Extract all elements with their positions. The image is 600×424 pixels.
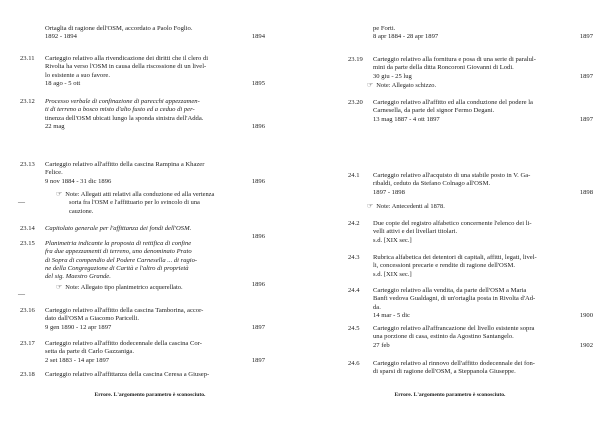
dash-mark-icon: — [18, 290, 25, 298]
description-line: ti di terreno a bosco misto d'alto fusto ed a ceduo di per- [45, 106, 195, 114]
entry-date-line [45, 178, 265, 186]
description-line: Carteggio relativo alla fornitura e posa di una serie di paralul- [373, 56, 536, 63]
entry-number: 24.1 [348, 172, 360, 179]
entry-description [373, 99, 593, 124]
entry-date: 30 giu - 25 lug [373, 72, 412, 80]
entry-year: 1896 [251, 177, 265, 185]
entry-date: 13 mag 1887 - 4 ott 1897 [373, 115, 440, 123]
entry-date: 14 mar - 5 dic [373, 311, 410, 319]
entry-description [373, 220, 593, 245]
entry-description [373, 254, 593, 279]
entry-number: 23.12 [20, 98, 35, 105]
entry-date-line [373, 116, 593, 124]
description-line: ne della Congregazione di Carità e l'altro di proprietà [45, 264, 189, 272]
description-line: setta da parte di Carlo Gazzaniga. [45, 348, 134, 356]
entry-date-line [373, 73, 593, 81]
entry-date: 9 nov 1884 - 31 dic 1896 [45, 177, 112, 185]
entry-year: 1895 [251, 79, 265, 87]
description-line: Banfi vedova Gualdagni, di un'ortaglia posta in Rivolta d'Ad- [373, 295, 536, 303]
description-line: Carteggio relativo all'affitto della cascina Tamborina, accor- [45, 307, 204, 314]
entry-year: 1894 [251, 33, 265, 41]
entry-date: 2 set 1883 - 14 apr 1897 [45, 356, 110, 364]
description-line: Carteggio relativo all'affitto della cascina Rampina a Khazer [45, 161, 205, 168]
description-line: Due copie del registro alfabetico concernente l'elenco dei li- [373, 220, 532, 227]
entry-number: 23.13 [20, 161, 35, 168]
pointing-hand-icon: ☞ [367, 202, 374, 210]
note-line [367, 81, 567, 90]
note-label: Note: [376, 82, 391, 89]
entry-year: 1900 [579, 311, 593, 319]
entry-year: 1898 [579, 188, 593, 196]
page-footer: Errore. L'argomento parametro è sconosciuto. [94, 392, 206, 398]
entry-year: 1897 [579, 72, 593, 80]
note-text: Allegato schizzo. [391, 82, 437, 89]
description-line: dato dall'OSM a Giacomo Paricelli. [45, 315, 140, 323]
entry-date-line [373, 237, 593, 245]
note-label: Note: [65, 284, 80, 291]
entry-number: 24.5 [348, 325, 360, 332]
entry-note [56, 283, 256, 292]
entry-year: 1896 [251, 233, 265, 241]
entry-date: 18 ago - 5 ott [45, 79, 81, 87]
description-line: pe Forti. [373, 25, 396, 32]
entry-date-line [45, 80, 265, 88]
entry-date: s.d. [XIX sec.] [373, 270, 412, 278]
note-label: Note: [376, 203, 391, 210]
right-page [300, 0, 600, 424]
description-line: Carteggio relativo all'affittanza della cascina Ceresa a Giusep- [45, 371, 210, 378]
description-line: li, concessioni precarie e rendite di ragione dell'OSM. [373, 262, 515, 270]
entry-year: 1902 [579, 341, 593, 349]
entry-note [367, 81, 567, 90]
note-line [367, 202, 567, 211]
entry-number: 23.16 [20, 307, 35, 314]
entry-year: 1897 [579, 33, 593, 41]
description-line: fra due appezzamenti di terreno, uno denominato Prato [45, 248, 192, 256]
note-line [56, 190, 256, 199]
description-line: di Sopra di compendio del Podere Carnesella ... di ragio- [45, 256, 198, 264]
entry-description [373, 172, 593, 197]
entry-date: 8 apr 1884 - 28 apr 1897 [373, 33, 439, 41]
description-line: Carteggio relativo alla vendita, da parte dell'OSM a Maria [373, 287, 527, 294]
description-line: mini da parte della ditta Roncoroni Giovanni di Lodi. [373, 64, 514, 72]
entry-description [45, 340, 265, 365]
entry-number: 23.14 [20, 225, 35, 232]
entry-number: 23.11 [20, 55, 35, 62]
entry-number: 24.4 [348, 287, 360, 294]
entry-date-line [45, 324, 265, 332]
entry-description [373, 325, 593, 350]
description-line: Carteggio relativo alla rivendicazione dei diritti che il clero di [45, 55, 209, 62]
note-text: Allegati atti relativi alla conduzione ed alla vertenza [80, 191, 215, 198]
entry-year: 1897 [251, 323, 265, 331]
entry-date: 1892 - 1894 [45, 33, 77, 41]
entry-date-line [45, 33, 265, 41]
entry-date: s.d. [XIX sec.] [373, 236, 412, 244]
entry-description [45, 25, 265, 42]
entry-note [56, 190, 256, 216]
pointing-hand-icon: ☞ [56, 190, 63, 198]
entry-description [45, 371, 265, 379]
description-line: Processo verbale di confinazione di parecchi appezzamen- [45, 98, 200, 105]
description-line: Carteggio relativo all'affrancazione del livello esistente sopra [373, 325, 535, 332]
entry-date: 27 feb [373, 341, 390, 349]
entry-number: 23.19 [348, 56, 363, 63]
entry-year: 1897 [251, 356, 265, 364]
note-line [56, 283, 256, 292]
entry-year: 1896 [251, 281, 265, 289]
entry-date: 9 gen 1890 - 12 apr 1897 [45, 323, 112, 331]
dash-mark-icon: — [18, 198, 25, 206]
entry-description [45, 98, 265, 131]
description-line: ribaldi, ceduto da Stefano Colnago all'OSM. [373, 180, 491, 188]
entry-date-line [45, 357, 265, 365]
description-line: di sparsi di ragione dell'OSM, a Steppanola Giuseppe. [373, 368, 516, 376]
entry-description [373, 287, 593, 320]
entry-date-line [373, 342, 593, 350]
entry-number: 23.20 [348, 99, 363, 106]
description-line: Carteggio relativo all'acquisto di una stabile posto in V. Ga- [373, 172, 531, 179]
description-line: Rivolta ha verso l'OSM in causa della riscossione di un livel- [45, 63, 207, 71]
entry-date-line [373, 312, 593, 320]
entry-number: 24.3 [348, 254, 360, 261]
description-line: lo esistente a suo favore. [45, 71, 111, 79]
entry-description [373, 56, 593, 81]
description-line: Rubrica alfabetica dei detentori di capitali, affitti, legati, livel- [373, 254, 537, 261]
note-text: Allegato tipo planimetrico acquerellato. [80, 284, 183, 291]
description-line: da. [373, 303, 381, 311]
pointing-hand-icon: ☞ [367, 81, 374, 89]
entry-date-line [373, 271, 593, 279]
description-line: velli attivi e dei livellari titolari. [373, 228, 458, 236]
description-line: Ortaglia di ragione dell'OSM, accordato a Paolo Foglio. [45, 25, 193, 32]
description-line: Carnesella, da parte del signor Fermo Degani. [373, 107, 495, 115]
entry-description [45, 161, 265, 186]
entry-description [373, 25, 593, 42]
description-line: tinenza dell'OSM ubicati lungo la sponda sinistra dell'Adda. [45, 114, 204, 122]
description-line: Planimetria indicante la proposta di rettifica di confine [45, 240, 192, 247]
entry-date-line [373, 33, 593, 41]
note-line: cauzione. [69, 207, 94, 215]
entry-date [45, 281, 47, 288]
entry-note [367, 202, 567, 211]
entry-number: 23.18 [20, 371, 35, 378]
description-line: una porzione di casa, estinto da Agostino Santangelo. [373, 333, 514, 341]
description-line: Capitolato generale per l'affittanza dei fondi dell'OSM. [45, 225, 192, 232]
entry-year: 1897 [579, 115, 593, 123]
note-label: Note: [65, 191, 80, 198]
description-line: Carteggio relativo all'affitto dodecennale della cascina Cor- [45, 340, 202, 347]
entry-number: 24.6 [348, 360, 360, 367]
page-footer: Errore. L'argomento parametro è sconosciuto. [394, 392, 506, 398]
note-line: sorta fra l'OSM e l'affittuario per lo svincolo di una [69, 199, 200, 207]
description-line: del sig. Maestro Grande. [45, 273, 111, 281]
entry-number: 23.17 [20, 340, 35, 347]
entry-description [373, 360, 593, 377]
entry-date: 1897 - 1898 [373, 188, 405, 196]
description-line: Carteggio relativo all'affitto ed alla conduzione del podere la [373, 99, 533, 106]
entry-date-line [373, 189, 593, 197]
entry-number: 23.15 [20, 240, 35, 247]
entry-description [45, 55, 265, 88]
description-line: Felice. [45, 169, 63, 177]
entry-date: 22 mag [45, 122, 65, 130]
entry-date-line [45, 123, 265, 131]
entry-description [45, 307, 265, 332]
note-text: Antecedenti al 1878. [391, 203, 445, 210]
entry-year: 1896 [251, 122, 265, 130]
description-line: Carteggio relativo al rinnovo dell'affitto dodecennale dei fon- [373, 360, 536, 367]
entry-number: 24.2 [348, 220, 360, 227]
pointing-hand-icon: ☞ [56, 283, 63, 291]
